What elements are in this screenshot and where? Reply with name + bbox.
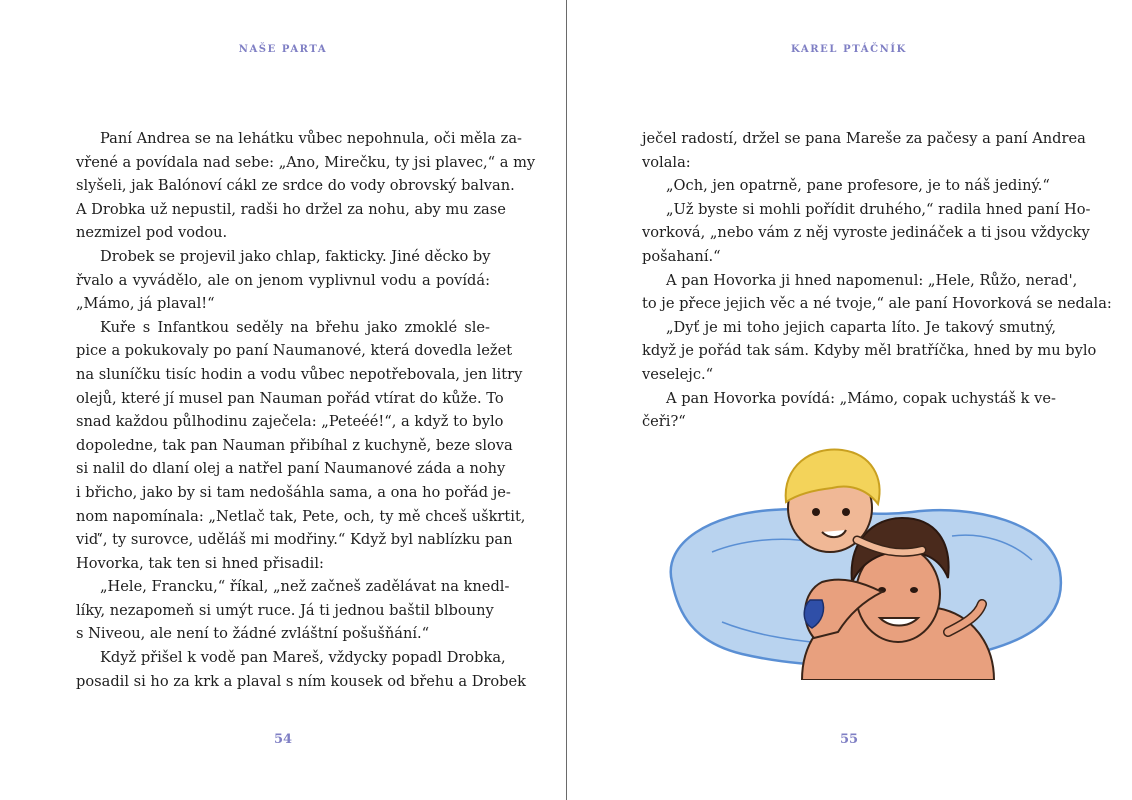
text-line: „Och, jen opatrně, pane profesore, je to náš jediný.“ (666, 177, 1050, 195)
text-line: Když přišel k vodě pan Mareš, vždycky popadl Drobka, (100, 649, 506, 667)
text-line: dopoledne, tak pan Nauman přibíhal z kuchyně, beze slova (76, 436, 513, 454)
text-line: Hovorka, tak ten si hned přisadil: (76, 554, 324, 572)
text-line: vorková, „nebo vám z něj vyroste jedináček a ti jsou vždycky (642, 224, 1090, 242)
swimming-illustration (652, 432, 1072, 680)
text-line: „Mámo, já plaval!“ (76, 295, 215, 313)
text-line: snad každou půlhodinu zaječela: „Peteéé!“, a když to bylo (76, 413, 504, 431)
text-line: pošahaní.“ (642, 247, 721, 265)
text-line: volala: (642, 153, 691, 171)
text-line: viď‘, ty surovce, uděláš mi modřiny.“ Když byl nablízku pan (76, 531, 513, 549)
text-line: A Drobka už nepustil, radši ho držel za nohu, aby mu zase (76, 200, 506, 218)
text-line: Kuře s Infantkou seděly na břehu jako zmoklé sle- (100, 318, 490, 336)
child-eye (842, 508, 850, 516)
text-line: posadil si ho za krk a plaval s ním kousek od břehu a Drobek (76, 672, 526, 690)
page-number-left: 54 (273, 732, 293, 747)
text-line: A pan Hovorka ji hned napomenul: „Hele, Růžo, nerad', (666, 271, 1078, 289)
text-line: Drobek se projevil jako chlap, fakticky. Jiné děcko by (100, 247, 491, 265)
text-line: veselejc.“ (642, 365, 714, 383)
running-head-right: KAREL PTÁČNÍK (791, 44, 907, 55)
body-text-right (642, 127, 1112, 434)
text-line: líky, nezapomeň si umýt ruce. Já ti jednou baštil blbouny (76, 601, 494, 619)
text-line: nom napomínala: „Netlač tak, Pete, och, ty mě chceš uškrtit, (76, 507, 526, 525)
text-line: A pan Hovorka povídá: „Mámo, copak uchystáš k ve- (666, 389, 1056, 407)
text-line: „Dyť je mi toho jejich caparta líto. Je takový smutný, (666, 318, 1056, 336)
page-number-right: 55 (839, 732, 859, 747)
man-eye (910, 587, 918, 593)
running-head-left: NAŠE PARTA (238, 44, 328, 55)
text-line: „Už byste si mohli pořídit druhého,“ radila hned paní Ho- (666, 200, 1091, 218)
text-line: na sluníčku tisíc hodin a vodu vůbec nepotřebovala, jen litry (76, 365, 523, 383)
text-line: ječel radostí, držel se pana Mareše za pačesy a paní Andrea (642, 130, 1086, 147)
text-line: si nalil do dlaní olej a natřel paní Naumanové záda a nohy (76, 460, 506, 478)
body-text-left (76, 127, 536, 693)
text-line: slyšeli, jak Balónoví cákl ze srdce do vody obrovský balvan. (76, 177, 515, 195)
text-line: vřené a povídala nad sebe: „Ano, Mirečku, ty jsi plavec,“ a my (76, 153, 536, 171)
text-line: „Hele, Francku,“ říkal, „než začneš zadělávat na knedl- (100, 578, 510, 596)
text-line: olejů, které jí musel pan Nauman pořád vtírat do kůže. To (76, 389, 504, 407)
text-line: čeři?“ (642, 413, 686, 431)
text-line: Paní Andrea se na lehátku vůbec nepohnula, oči měla za- (100, 130, 522, 147)
right-page (567, 0, 1132, 800)
text-line: s Niveou, ale není to žádné zvláštní pošušňání.“ (76, 625, 430, 643)
text-line: i břicho, jako by si tam nedošáhla sama, a ona ho pořád je- (76, 483, 511, 501)
text-line: pice a pokukovaly po paní Naumanové, která dovedla ležet (76, 342, 513, 360)
text-line: nezmizel pod vodou. (76, 224, 228, 242)
child-eye (812, 508, 820, 516)
text-line: to je přece jejich věc a né tvoje,“ ale paní Hovorková se nedala: (642, 295, 1112, 313)
text-line: řvalo a vyvádělo, ale on jenom vyplivnul vodu a povídá: (76, 271, 490, 289)
text-line: když je pořád tak sám. Kdyby měl bratříčka, hned by mu bylo (642, 342, 1097, 360)
